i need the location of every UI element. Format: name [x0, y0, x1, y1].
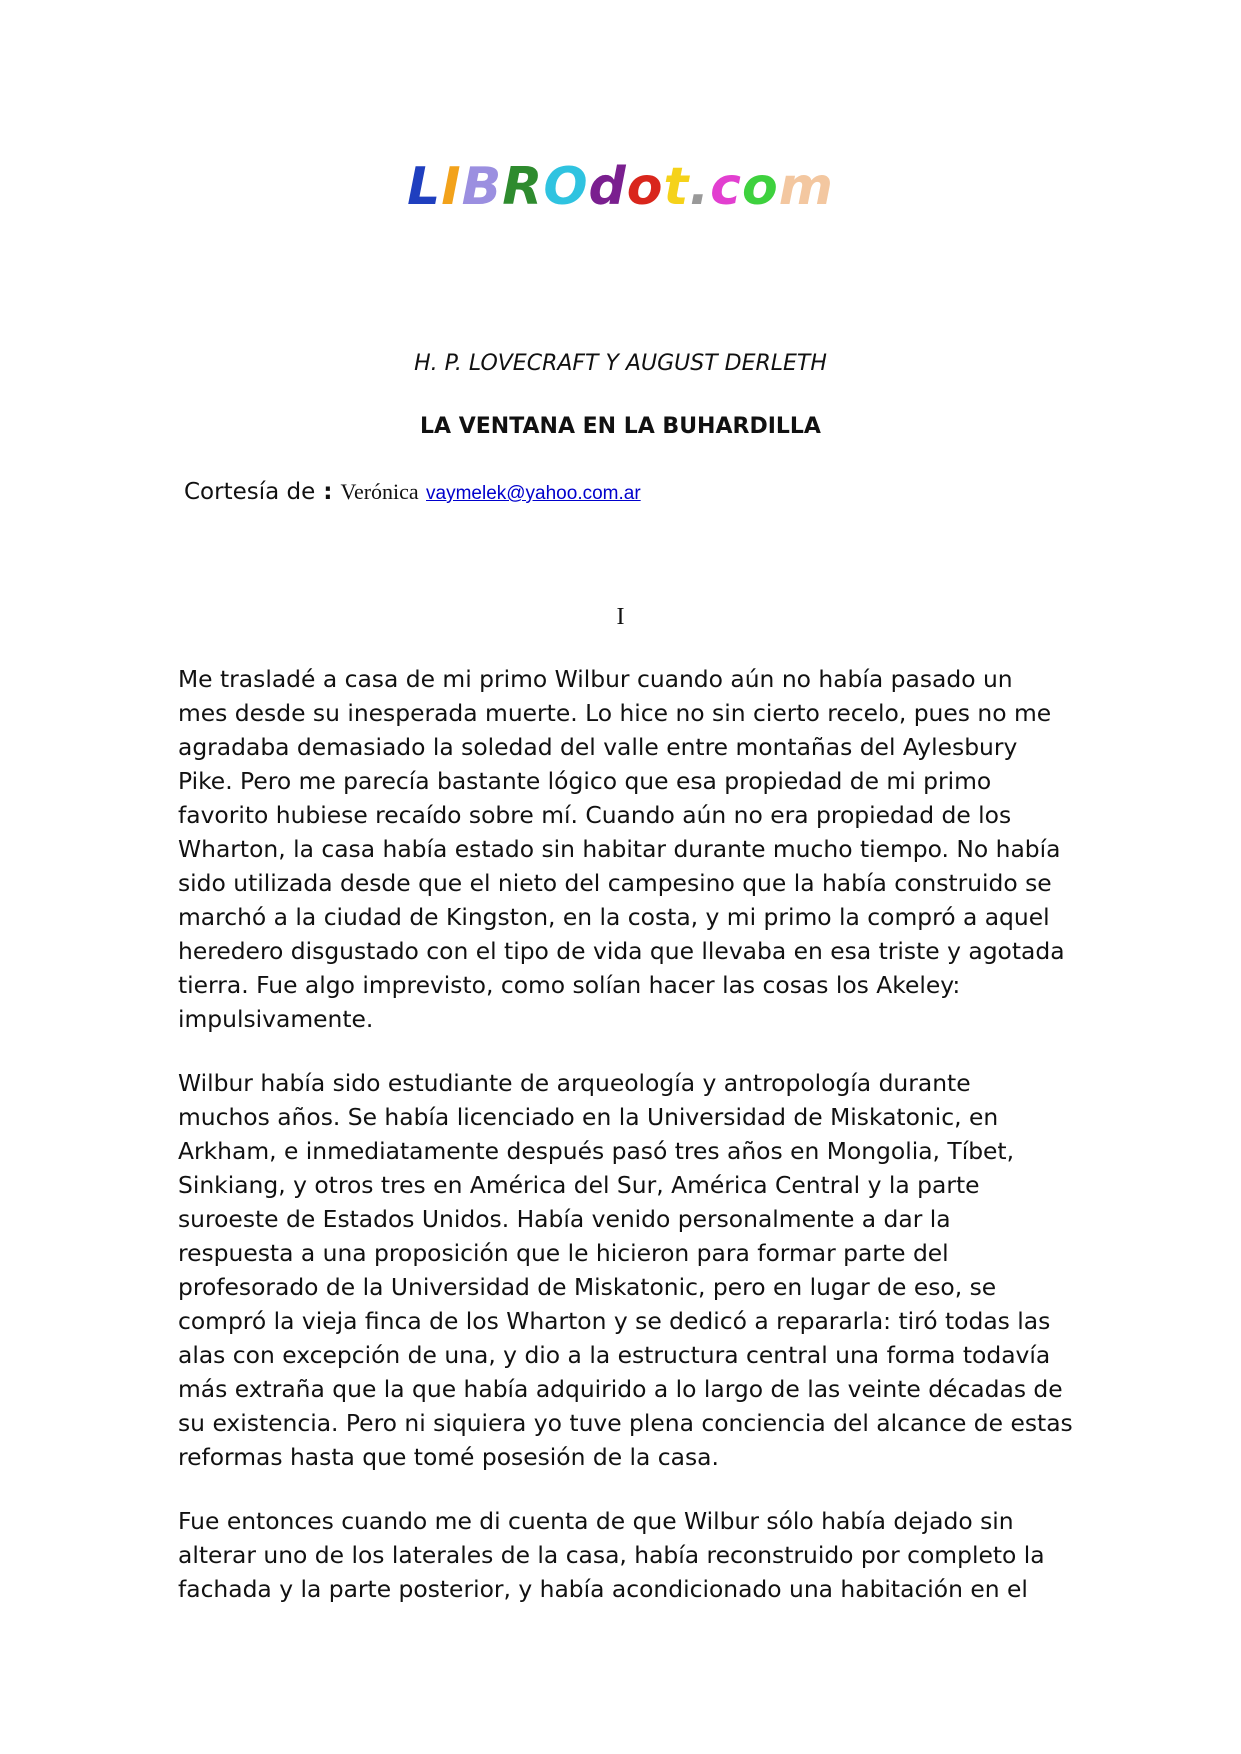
- paragraph-line: fachada y la parte posterior, y había acondicionado una habitación en el: [178, 1575, 1028, 1603]
- paragraph: [178, 662, 1078, 1036]
- author-line: H. P. LOVECRAFT Y AUGUST DERLETH: [414, 351, 827, 376]
- courtesy-colon: :: [315, 479, 341, 505]
- paragraph-line: agradaba demasiado la soledad del valle entre montañas del Aylesbury: [178, 733, 1018, 761]
- logo-letter: o: [741, 157, 779, 217]
- paragraph-line: suroeste de Estados Unidos. Había venido personalmente a dar la: [178, 1205, 951, 1233]
- logo-letter: c: [710, 157, 742, 217]
- paragraph-line: alas con excepción de una, y dio a la estructura central una forma todavía: [178, 1341, 1051, 1369]
- logo-letter: .: [689, 157, 711, 217]
- logo-letter: B: [461, 157, 503, 217]
- paragraph-line: marchó a la ciudad de Kingston, en la costa, y mi primo la compró a aquel: [178, 903, 1050, 931]
- logo-letter: R: [502, 157, 544, 217]
- chapter-number: I: [616, 604, 625, 630]
- paragraph-line: Sinkiang, y otros tres en América del Sur, América Central y la parte: [178, 1171, 980, 1199]
- paragraph-line: alterar uno de los laterales de la casa, había reconstruido por completo la: [178, 1541, 1045, 1569]
- logo-letter: o: [626, 157, 664, 217]
- paragraph-line: Fue entonces cuando me di cuenta de que Wilbur sólo había dejado sin: [178, 1507, 1014, 1535]
- paragraph-line: respuesta a una proposición que le hicieron para formar parte del: [178, 1239, 949, 1267]
- paragraph-line: Wilbur había sido estudiante de arqueología y antropología durante: [178, 1069, 971, 1097]
- courtesy-label: Cortesía de: [184, 479, 316, 505]
- paragraph-line: mes desde su inesperada muerte. Lo hice no sin cierto recelo, pues no me: [178, 699, 1052, 727]
- paragraph: [178, 1504, 1078, 1606]
- story-body: [178, 662, 1078, 1636]
- logo-letter: O: [543, 157, 589, 217]
- courtesy-line: [184, 476, 641, 510]
- paragraph-line: compró la vieja finca de los Wharton y se dedicó a repararla: tiró todas las: [178, 1307, 1051, 1335]
- paragraph-line: favorito hubiese recaído sobre mí. Cuando aún no era propiedad de los: [178, 801, 1012, 829]
- paragraph: [178, 1066, 1078, 1474]
- paragraph-line: Pike. Pero me parecía bastante lógico que esa propiedad de mi primo: [178, 767, 992, 795]
- courtesy-email-link[interactable]: vaymelek@yahoo.com.ar: [426, 483, 641, 504]
- paragraph-line: sido utilizada desde que el nieto del campesino que la había construido se: [178, 869, 1052, 897]
- paragraph-line: reformas hasta que tomé posesión de la casa.: [178, 1443, 719, 1471]
- story-title: LA VENTANA EN LA BUHARDILLA: [420, 414, 821, 439]
- librodot-logo: [0, 152, 1241, 222]
- courtesy-name: Verónica: [340, 479, 419, 504]
- logo-letter: L: [407, 157, 442, 217]
- logo-letter: d: [588, 157, 627, 217]
- paragraph-line: heredero disgustado con el tipo de vida que llevaba en esa triste y agotada: [178, 937, 1065, 965]
- paragraph-line: Me trasladé a casa de mi primo Wilbur cuando aún no había pasado un: [178, 665, 1013, 693]
- logo-letter: t: [663, 157, 690, 217]
- paragraph-line: muchos años. Se había licenciado en la Universidad de Miskatonic, en: [178, 1103, 999, 1131]
- paragraph-line: su existencia. Pero ni siquiera yo tuve plena conciencia del alcance de estas: [178, 1409, 1073, 1437]
- paragraph-line: impulsivamente.: [178, 1005, 374, 1033]
- paragraph-line: tierra. Fue algo imprevisto, como solían hacer las cosas los Akeley:: [178, 971, 961, 999]
- paragraph-line: más extraña que la que había adquirido a lo largo de las veinte décadas de: [178, 1375, 1063, 1403]
- paragraph-line: Arkham, e inmediatamente después pasó tres años en Mongolia, Tíbet,: [178, 1137, 1015, 1165]
- paragraph-line: profesorado de la Universidad de Miskatonic, pero en lugar de eso, se: [178, 1273, 997, 1301]
- logo-letter: I: [441, 157, 462, 217]
- logo-letter: m: [778, 157, 834, 217]
- paragraph-line: Wharton, la casa había estado sin habitar durante mucho tiempo. No había: [178, 835, 1061, 863]
